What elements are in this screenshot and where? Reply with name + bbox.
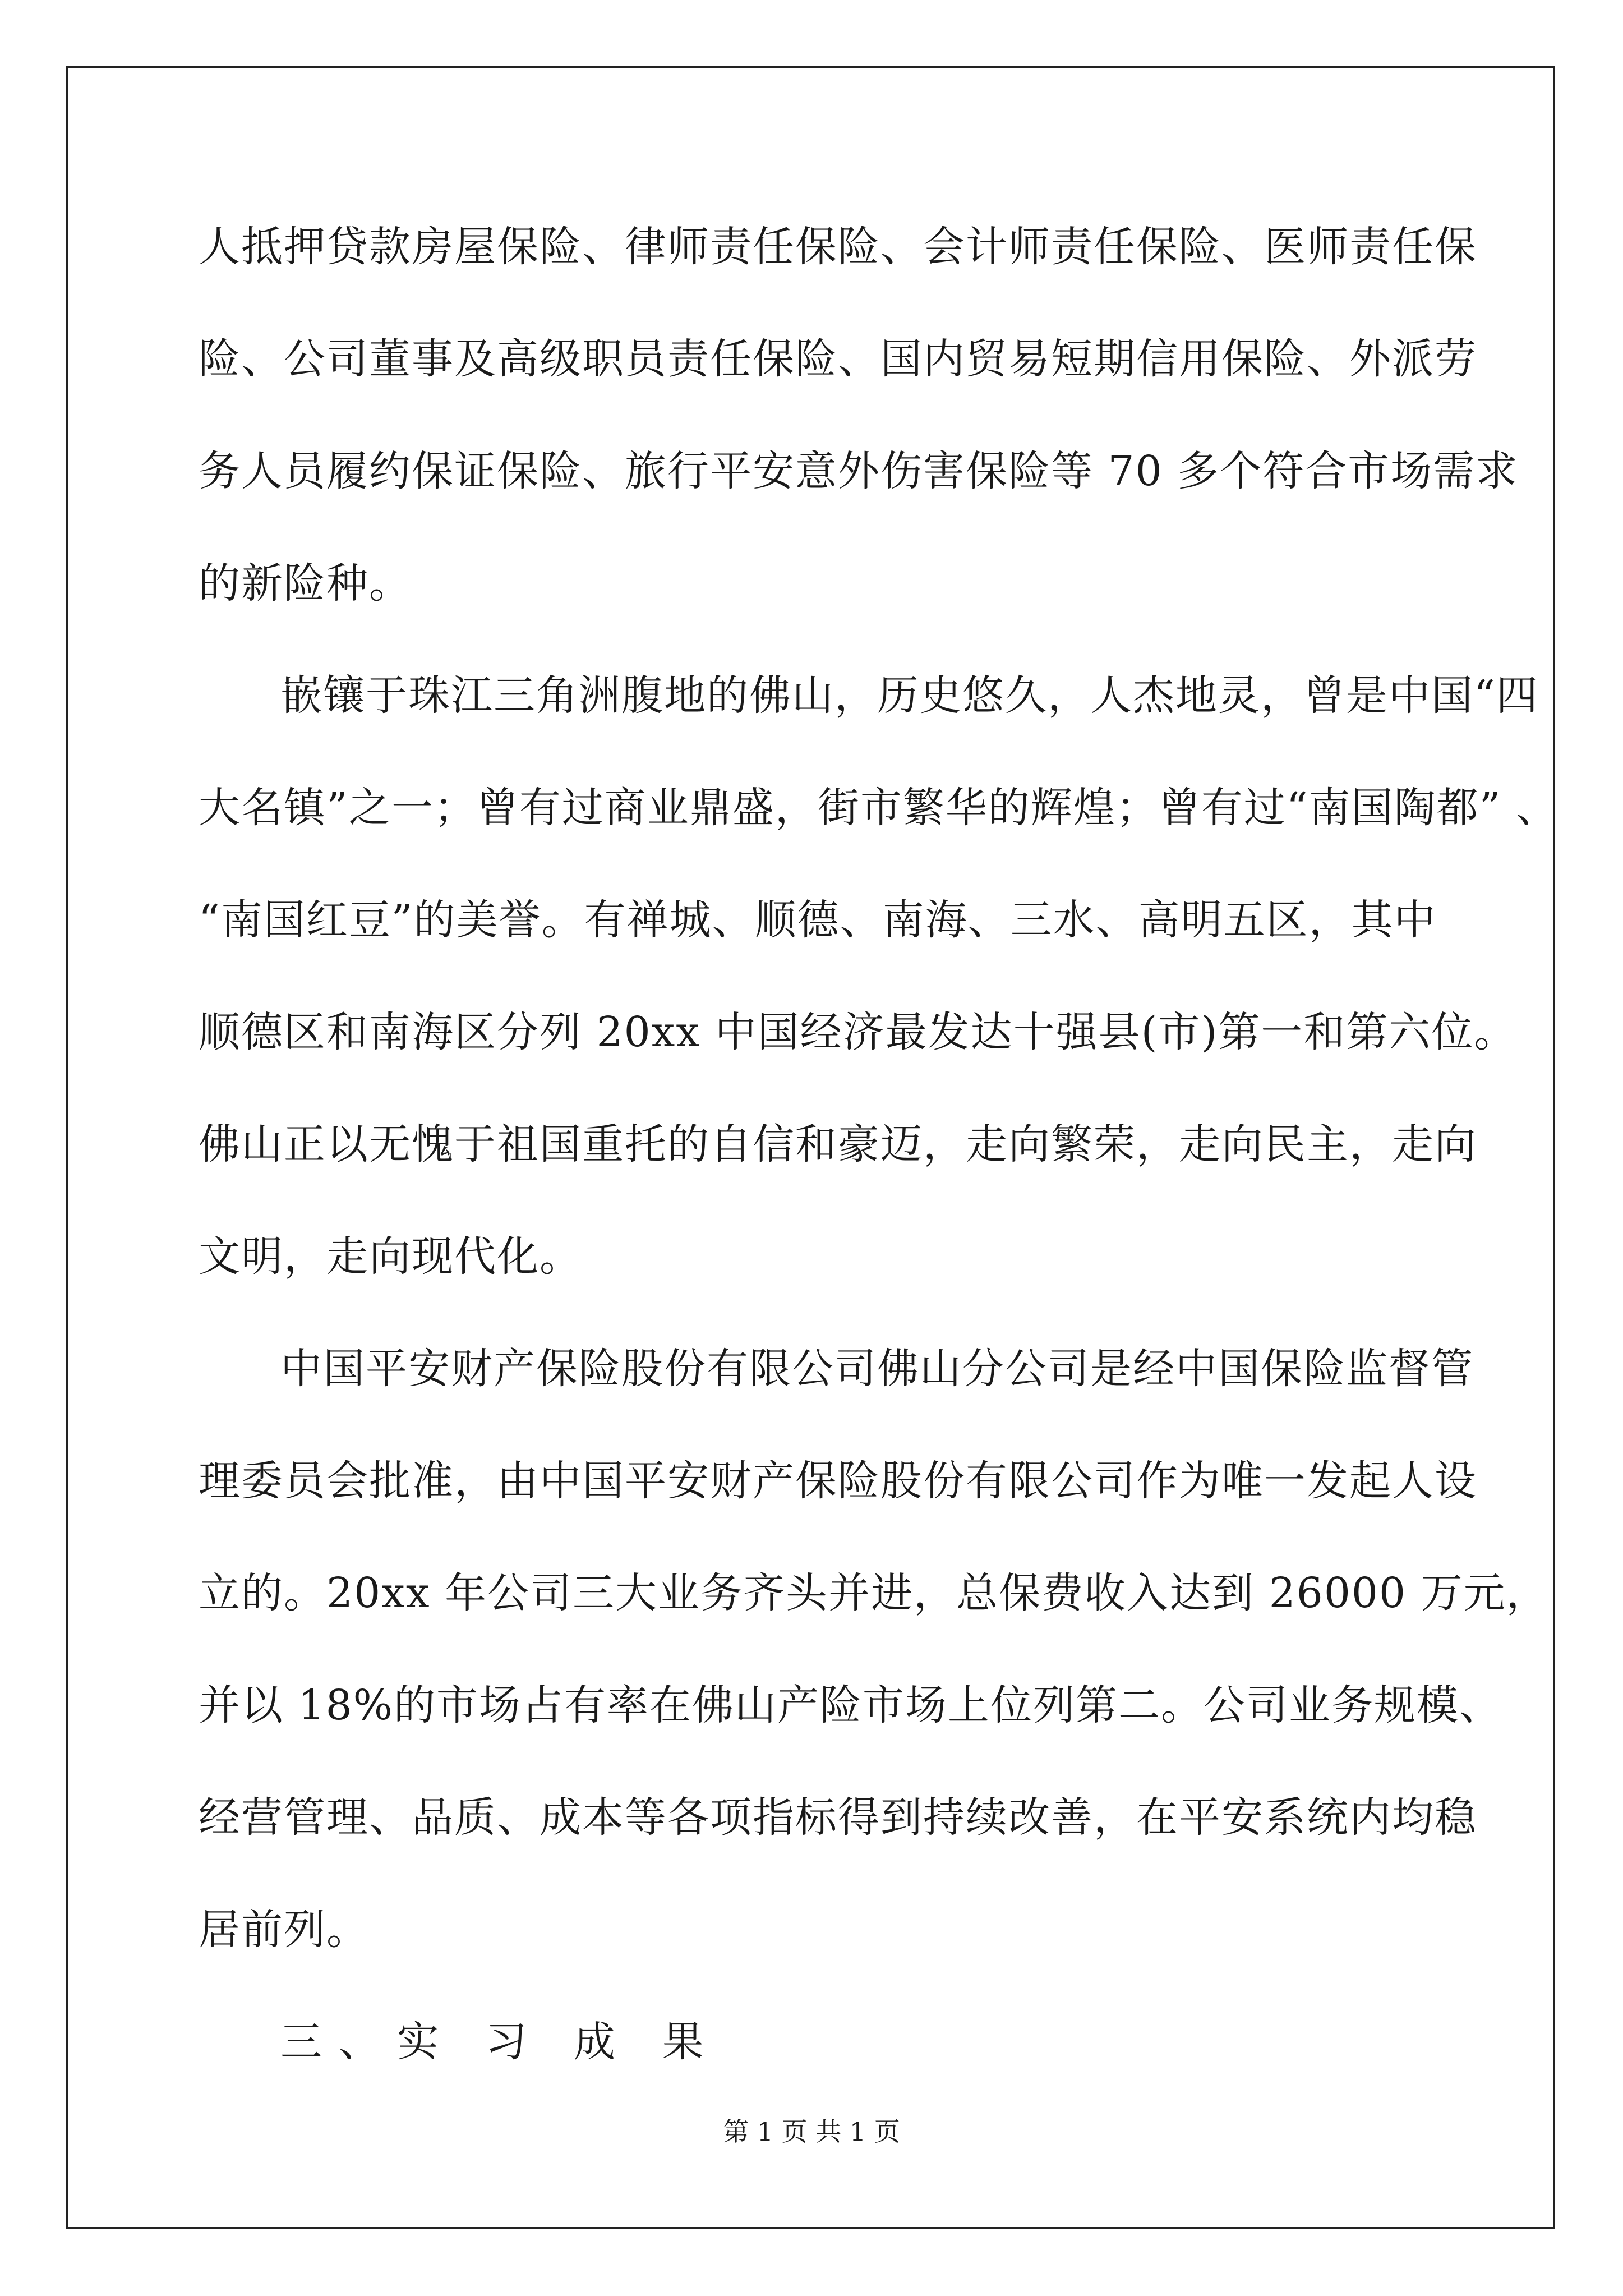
- paragraph-line: 务人员履约保证保险、旅行平安意外伤害保险等 70 多个符合市场需求: [199, 447, 1519, 495]
- paragraph-line: “南国红豆”的美誉。有禅城、顺德、南海、三水、高明五区，其中: [199, 896, 1437, 944]
- paragraph-line: 人抵押贷款房屋保险、律师责任保险、会计师责任保险、医师责任保: [199, 223, 1477, 271]
- paragraph-line: 中国平安财产保险股份有限公司佛山分公司是经中国保险监督管: [280, 1345, 1474, 1393]
- page-number-footer: 第 1 页 共 1 页: [723, 2116, 900, 2147]
- paragraph-line: 理委员会批准，由中国平安财产保险股份有限公司作为唯一发起人设: [199, 1457, 1477, 1505]
- paragraph-line: 并以 18%的市场占有率在佛山产险市场上位列第二。公司业务规模、: [199, 1681, 1502, 1729]
- paragraph-line: 的新险种。: [199, 559, 412, 608]
- paragraph-line: 居前列。: [199, 1906, 369, 1954]
- paragraph-line: 嵌镶于珠江三角洲腹地的佛山，历史悠久，人杰地灵，曾是中国“四: [280, 671, 1539, 720]
- paragraph-line: 险、公司董事及高级职员责任保险、国内贸易短期信用保险、外派劳: [199, 335, 1477, 383]
- paragraph-line: 文明，走向现代化。: [199, 1232, 582, 1281]
- paragraph-line: 经营管理、品质、成本等各项指标得到持续改善，在平安系统内均稳: [199, 1793, 1477, 1842]
- paragraph-line: 顺德区和南海区分列 20xx 中国经济最发达十强县(市)第一和第六位。: [199, 1008, 1517, 1056]
- paragraph-line: 大名镇”之一；曾有过商业鼎盛，街市繁华的辉煌；曾有过“南国陶都” 、: [199, 784, 1559, 832]
- paragraph-line: 佛山正以无愧于祖国重托的自信和豪迈，走向繁荣，走向民主，走向: [199, 1120, 1477, 1168]
- section-heading: 三、实 习 成 果: [280, 2018, 721, 2066]
- paragraph-line: 立的。20xx 年公司三大业务齐头并进，总保费收入达到 26000 万元，: [199, 1569, 1549, 1617]
